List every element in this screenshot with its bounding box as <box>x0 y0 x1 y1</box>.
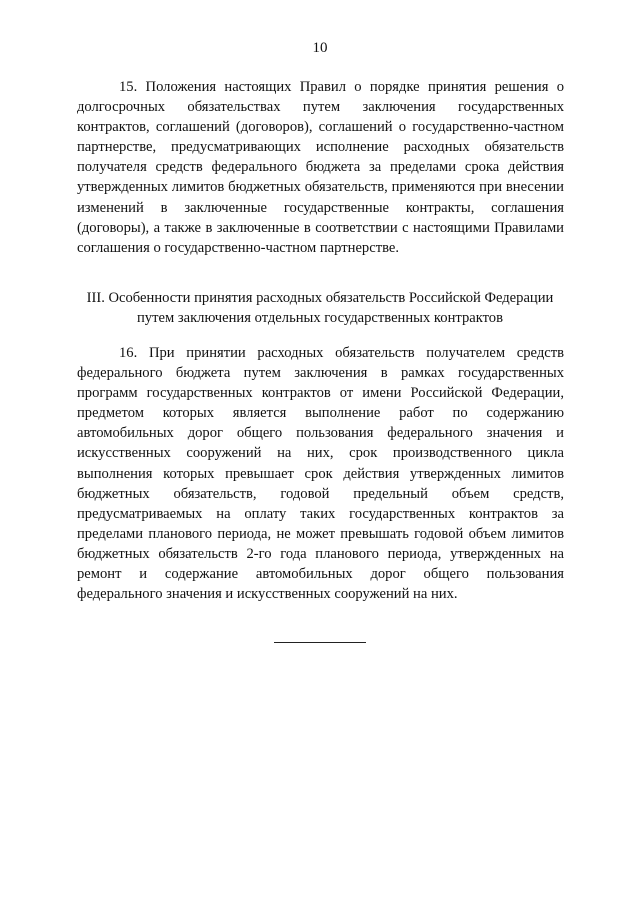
paragraph-15: 15. Положения настоящих Правил о порядке принятия решения о долгосрочных обязательствах путем заключения государственных контрактов, соглашений (договоров), соглашений о государственно-частном партнерстве, предусматривающих исполнение расходных обязательств получателя средств федерального бюджета за пределами срока действия утвержденных лимитов бюджетных обязательств, применяются при внесении изменений в заключенные государственные контракты, соглашения (договоры), а также в заключенные в соответствии с настоящими Правилами соглашения о государственно-частном партнерстве. <box>77 79 564 256</box>
document-end-rule <box>274 642 366 643</box>
section-heading-line-2: путем заключения отдельных государственных контрактов <box>136 310 503 326</box>
paragraph-16: 16. При принятии расходных обязательств получателем средств федерального бюджета путем заключения в рамках государственных программ государственных контрактов от имени Российской Федерации, предметом которых является выполнение работ по содержанию автомобильных дорог общего пользования федерального значения и искусственных сооружений на них, срок производственного цикла выполнения которых превышает срок действия утвержденных лимитов бюджетных обязательств, годовой предельный объем средств, предусматриваемых на оплату таких государственных контрактов за пределами планового периода, не может превышать годовой объем лимитов бюджетных обязательств 2-го года планового периода, утвержденных на ремонт и содержание автомобильных дорог общего пользования федерального значения и искусственных сооружений на них. <box>77 345 564 603</box>
section-heading <box>70 288 570 328</box>
page-number: 10 <box>312 40 328 56</box>
section-heading-line-1: III. Особенности принятия расходных обязательств Российской Федерации <box>86 290 554 306</box>
